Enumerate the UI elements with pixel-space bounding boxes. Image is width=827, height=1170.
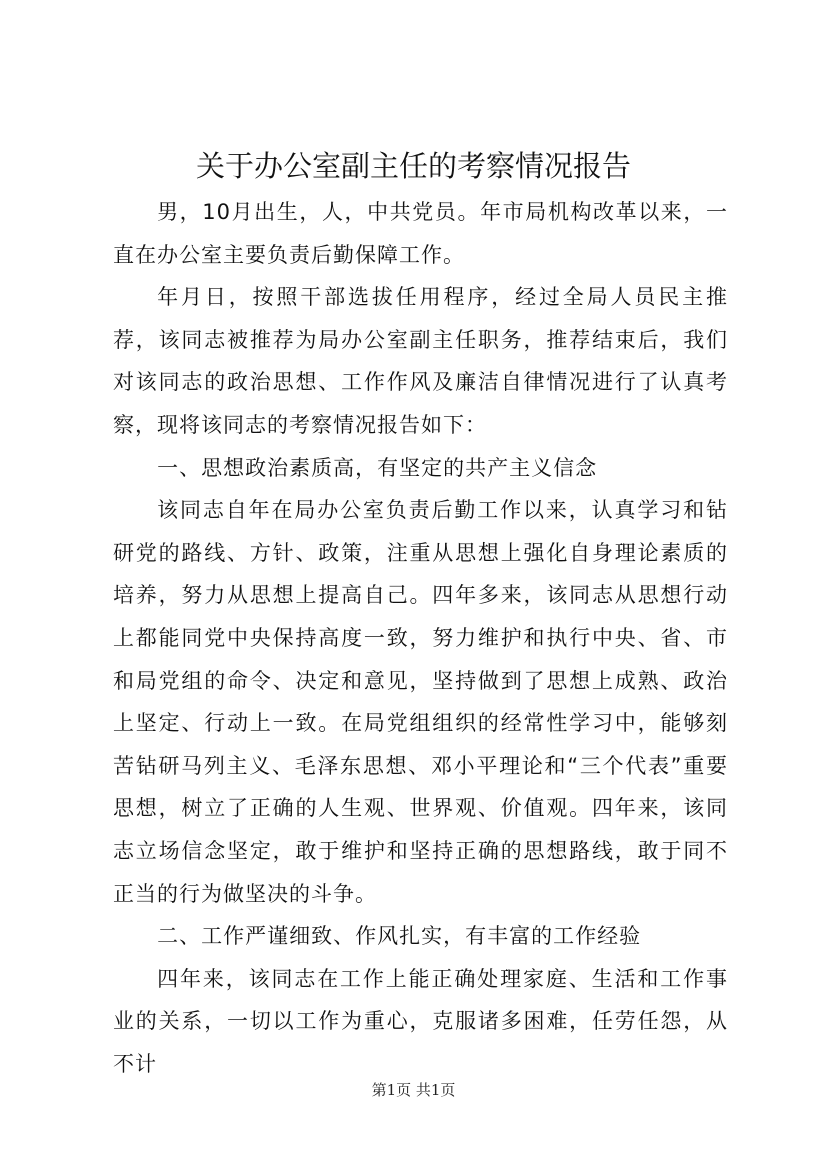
section-heading-1: 一、思想政治素质高，有坚定的共产主义信念 xyxy=(157,455,598,480)
page-footer: 第1页 共1页 xyxy=(371,1081,456,1099)
document-body xyxy=(113,191,728,1085)
document-title: 关于办公室副主任的考察情况报告 xyxy=(195,149,631,183)
paragraph-background: 年月日，按照干部选拔任用程序，经过全局人员民主推荐，该同志被推荐为局办公室副主任职务，推荐结束后，我们对该同志的政治思想、工作作风及廉洁自律情况进行了认真考察，现将该同志的考察情况报告如下： xyxy=(113,285,728,437)
paragraph-intro: 男，10月出生，人，中共党员。年市局机构改革以来，一直在办公室主要负责后勤保障工作。 xyxy=(113,200,728,267)
paragraph-section-1: 该同志自年在局办公室负责后勤工作以来，认真学习和钻研党的路线、方针、政策，注重从思想上强化自身理论素质的培养，努力从思想上提高自己。四年多来，该同志从思想行动上都能同党中央保持高度一致，努力维护和执行中央、省、市和局党组的命令、决定和意见，坚持做到了思想上成熟、政治上坚定、行动上一致。在局党组组织的经常性学习中，能够刻苦钻研马列主义、毛泽东思想、邓小平理论和“三个代表”重要思想，树立了正确的人生观、世界观、价值观。四年来，该同志立场信念坚定，敢于维护和坚持正确的思想路线，敢于同不正当的行为做坚决的斗争。 xyxy=(113,498,728,906)
section-heading-2: 二、工作严谨细致、作风扎实，有丰富的工作经验 xyxy=(157,924,642,949)
paragraph-section-2: 四年来，该同志在工作上能正确处理家庭、生活和工作事业的关系，一切以工作为重心，克服诸多困难，任劳任怨，从不计 xyxy=(113,966,728,1076)
